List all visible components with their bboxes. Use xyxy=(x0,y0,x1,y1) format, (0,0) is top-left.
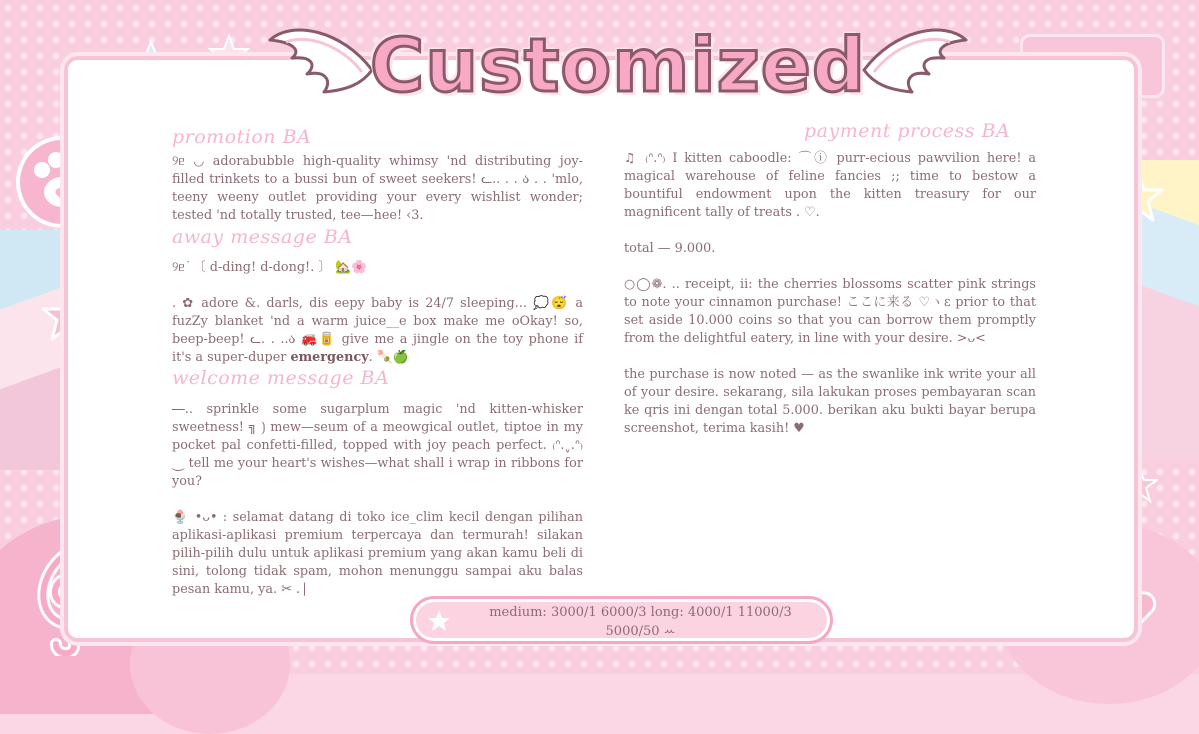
welcome-line-2: 🍨 •ᴗ• : selamat datang di toko ice_clim kecil dengan pilihan aplikasi-aplikasi premium terpercaya dan termurah! silakan pilih-pilih dulu untuk aplikasi premium yang akan kamu beli di sini, tolong tidak spam, mohon menunggu sampai aku balas pesan kamu, ya. ✂︎ . ⎸ xyxy=(172,510,583,597)
away-line-2 xyxy=(172,295,583,367)
promotion-paragraph: ୨ᥱ ◡ adorabubble high-quality whimsy 'nd distributing joy-filled trinkets to a bussi bun of sweet seekers! ᓚ.. . . ა . . 'mlo, teeny weeny outlet providing your every wishlist wonder; tested 'nd totally trusted, tee—hee! ‹3. xyxy=(172,154,583,223)
pricing-line-1: medium: 3000/1 6000/3 long: 4000/1 11000/3 xyxy=(489,605,792,620)
payment-line-1: ♫ ₍ᐢ.ᐢ₎ I kitten caboodle: ⌒ⓘ purr-ecious pawvilion here! a magical warehouse of feline fancies ;; time to bestow a bountiful endowment upon the kitten treasury for our magnificent tally of treats . ♡. xyxy=(624,151,1036,220)
pricing-pill xyxy=(410,596,833,644)
emergency-word: emergency xyxy=(290,350,369,365)
away-line-2-end: . 🍡🍏 xyxy=(368,350,409,365)
page-title: Customized xyxy=(370,23,866,109)
pricing-text xyxy=(465,603,816,641)
welcome-heading: welcome message BA xyxy=(172,367,390,389)
background-band-left xyxy=(0,230,70,470)
away-heading: away message BA xyxy=(172,226,353,248)
promotion-text xyxy=(172,153,583,225)
welcome-line-1: ⎯⎯.. sprinkle some sugarplum magic 'nd kitten-whisker sweetness! ╗ ⟯ mew—seum of a meowgical outlet, tiptoe in my pocket pal confetti-filled, topped with joy peach perfect. ₍ᐢ.ˬ.ᐢ₎ ⏝ tell me your heart's wishes—what shall i wrap in ribbons for you? xyxy=(172,402,583,489)
payment-heading: payment process BA xyxy=(804,120,1011,142)
promotion-heading: promotion BA xyxy=(172,126,312,148)
title-banner xyxy=(262,10,974,122)
payment-line-4: the purchase is now noted — as the swanlike ink write your all of your desire. sekarang, sila lakukan proses pembayaran scan ke qris ini dengan total 5.000. berikan aku bukti bayar berupa screenshot, terima kasih! ♥ xyxy=(624,367,1036,436)
away-line-2-text: . ✿ adore &. darls, dis eepy baby is 24/7 sleeping... 💭😴 a fuzZy blanket 'nd a warm juice__e box make me oOkay! so, beep-beep! ᓚ. . ..ა 🚒🥫 give me a jingle on the toy phone if it's a super-duper xyxy=(172,296,583,365)
welcome-text xyxy=(172,401,583,599)
away-line-1: ୨ᥱ ͘ 〔 d-ding! d-dong!. 〕 🏡🌸 xyxy=(172,260,368,275)
away-text xyxy=(172,259,583,367)
payment-text xyxy=(624,150,1036,438)
payment-total: total — 9.000. xyxy=(624,241,716,256)
star-icon xyxy=(427,609,451,633)
pricing-line-2: 5000/50 ꕀ xyxy=(605,624,676,639)
payment-line-3: ○◯❁. .. receipt, ii: the cherries blossoms scatter pink strings to note your cinnamon purchase! ここに来る ♡ヽε prior to that set aside 10.000 coins so that you can borrow them promptly from the delightful eatery, in line with your desire. >ᴗ< xyxy=(624,277,1036,346)
wing-icon xyxy=(854,10,974,110)
